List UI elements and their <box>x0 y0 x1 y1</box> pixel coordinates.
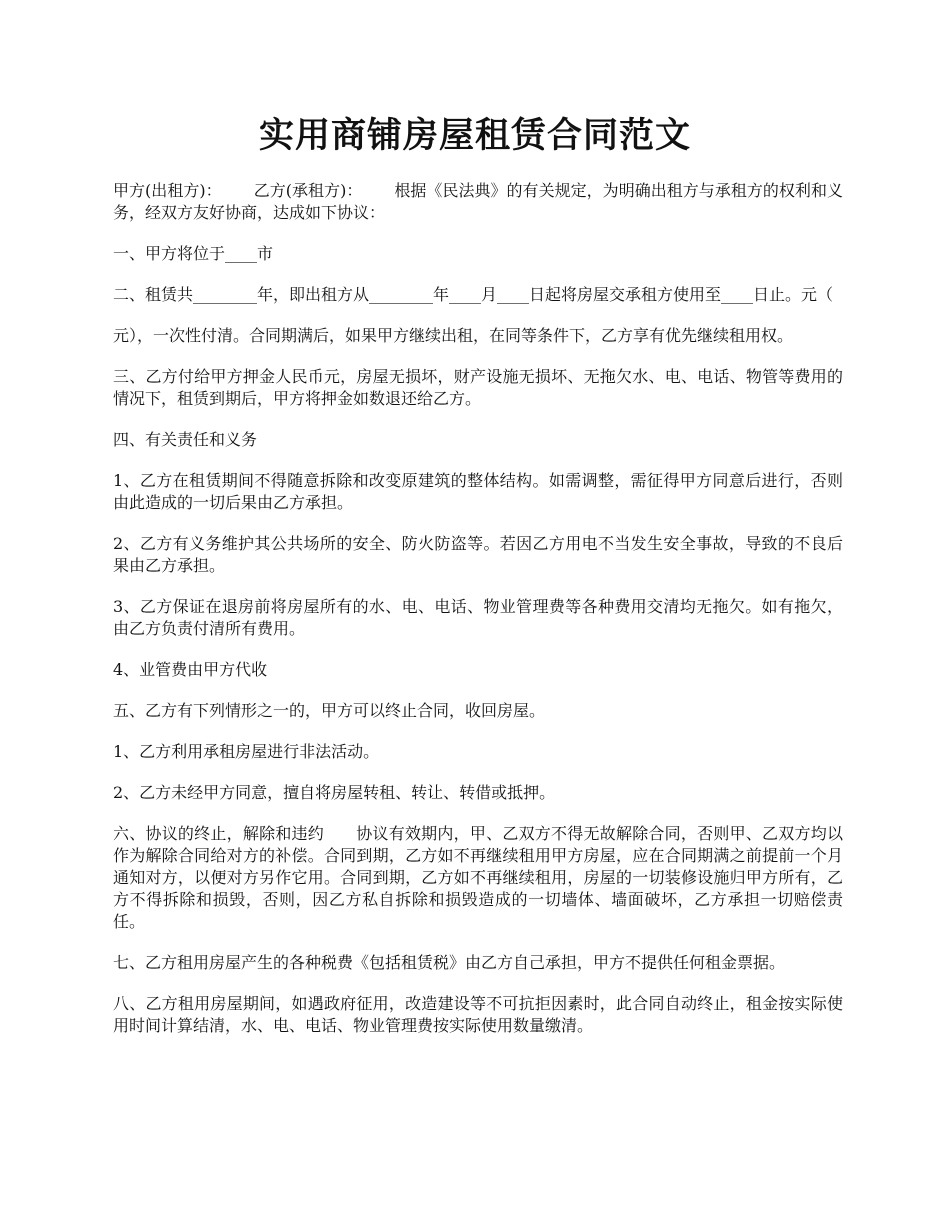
paragraph-3: 元），一次性付清。合同期满后，如果甲方继续出租，在同等条件下，乙方享有优先继续租用权。 <box>113 326 794 345</box>
paragraph-11: 1、乙方利用承租房屋进行非法活动。 <box>113 742 380 761</box>
document-body <box>113 180 843 1056</box>
paragraph-5: 四、有关责任和义务 <box>113 430 258 449</box>
paragraph-2: 二、租赁共________年，即出租方从________年____月____日起将房屋交承租方使用至____日止。元（ <box>113 285 834 304</box>
paragraph-6: 1、乙方在租赁期间不得随意拆除和改变原建筑的整体结构。如需调整，需征得甲方同意后进行，否则由此造成的一切后果由乙方承担。 <box>113 471 843 512</box>
section-6-paragraph <box>113 823 843 933</box>
party-b-label: 乙方(承租方)： <box>253 181 363 200</box>
paragraph-section-8: 八、乙方租用房屋期间，如遇政府征用，改造建设等不可抗拒因素时，此合同自动终止，租金按实际使用时间计算结清，水、电、电话、物业管理费按实际使用数量缴清。 <box>113 994 843 1035</box>
intro-paragraph <box>113 180 843 224</box>
paragraph-8: 3、乙方保证在退房前将房屋所有的水、电、电话、物业管理费等各种费用交清均无拖欠。如有拖欠，由乙方负责付清所有费用。 <box>113 597 843 638</box>
paragraph-9: 4、业管费由甲方代收 <box>113 660 268 679</box>
paragraph-12: 2、乙方未经甲方同意，擅自将房屋转租、转让、转借或抵押。 <box>113 783 556 802</box>
paragraph-1: 一、甲方将位于____市 <box>113 244 274 263</box>
paragraph-4: 三、乙方付给甲方押金人民币元，房屋无损坏，财产设施无损坏、无拖欠水、电、电话、物管等费用的情况下，租赁到期后，甲方将押金如数退还给乙方。 <box>113 367 843 408</box>
paragraph-10: 五、乙方有下列情形之一的，甲方可以终止合同，收回房屋。 <box>113 701 546 720</box>
paragraph-7: 2、乙方有义务维护其公共场所的安全、防火防盗等。若因乙方用电不当发生安全事故，导致的不良后果由乙方承担。 <box>113 534 843 575</box>
party-a-label: 甲方(出租方)： <box>113 181 222 200</box>
section-6-heading: 六、协议的终止，解除和违约 <box>113 824 325 843</box>
intro-text: 根据《民法典》的有关规定，为明确出租方与承租方的权利和义务，经双方友好协商，达成如下协议： <box>113 181 843 222</box>
paragraph-section-7: 七、乙方租用房屋产生的各种税费《包括租赁税》由乙方自己承担，甲方不提供任何租金票据。 <box>113 953 786 972</box>
document-title: 实用商铺房屋租赁合同范文 <box>258 115 691 156</box>
section-6-text: 协议有效期内，甲、乙双方不得无故解除合同，否则甲、乙双方均以作为解除合同给对方的补偿。合同到期，乙方如不再继续租用甲方房屋，应在合同期满之前提前一个月通知对方，以便对方另作它用。合同到期，乙方如不再继续租用，房屋的一切装修设施归甲方所有，乙方不得拆除和损毁，否则，因乙方私自拆除和损毁造成的一切墙体、墙面破坏，乙方承担一切赔偿责任。 <box>113 824 843 931</box>
